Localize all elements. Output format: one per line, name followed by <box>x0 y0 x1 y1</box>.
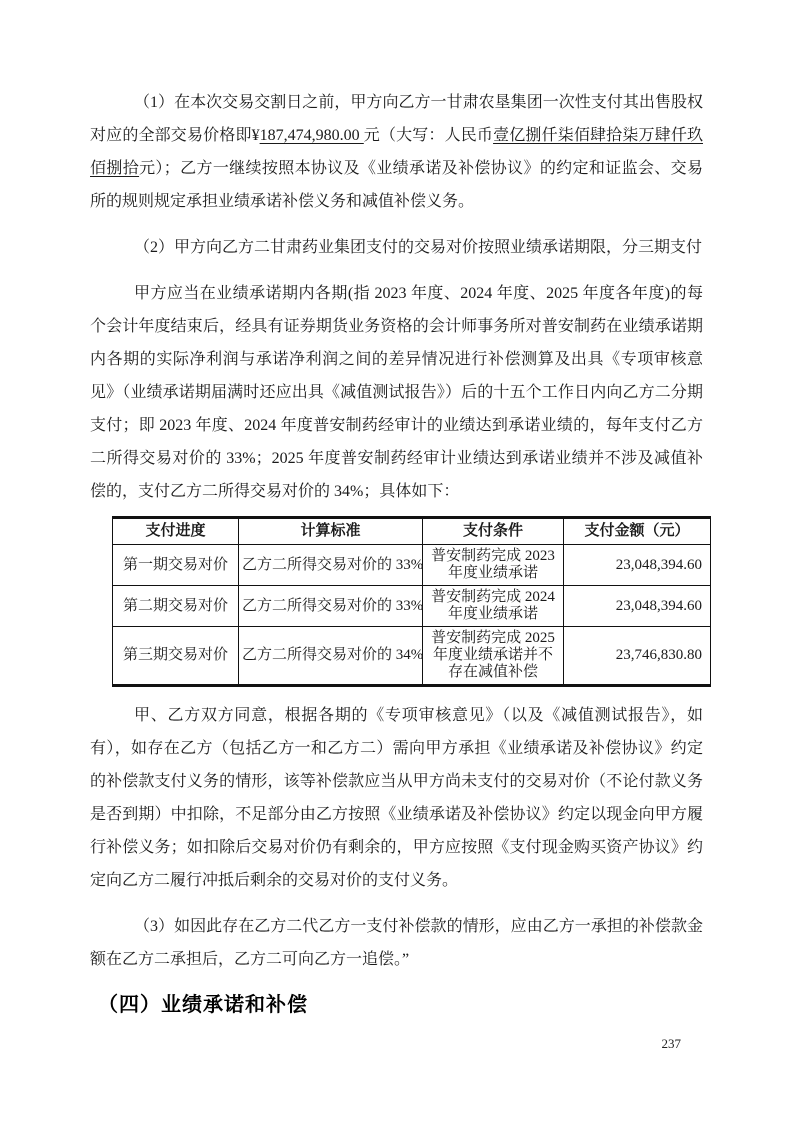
paragraph-5: （3）如因此存在乙方二代乙方一支付补偿款的情形，应由乙方一承担的补偿款金额在乙方二承担后，乙方二可向乙方一追偿。” <box>90 918 703 968</box>
cell-condition: 普安制药完成 2023 年度业绩承诺 <box>423 545 564 586</box>
paragraph-1-text-mid: 元（大写：人民币 <box>363 127 494 144</box>
paragraph-1-text-post: 元）；乙方一继续按照本协议及《业绩承诺及补偿协议》的约定和证监会、交易所的规则规定承担业绩承诺补偿义务和减值补偿义务。 <box>90 160 703 210</box>
section-heading: （四）业绩承诺和补偿 <box>98 994 308 1016</box>
paragraph-2: （2）甲方向乙方二甘肃药业集团支付的交易对价按照业绩承诺期限，分三期支付 <box>134 239 703 256</box>
paragraph-1-text-pre: （1）在本次交易交割日之前，甲方向乙方一甘肃农垦集团一次性支付其出售股权对应的全部交易价格即¥ <box>90 94 703 144</box>
table-header-payment-amount: 支付金额（元） <box>564 518 711 545</box>
payment-schedule-table <box>112 516 711 687</box>
cell-stage: 第三期交易对价 <box>113 627 239 686</box>
table-header-row <box>113 518 711 545</box>
transaction-amount-underlined: 187,474,980.00 <box>259 127 364 144</box>
table-row <box>113 586 711 627</box>
cell-amount: 23,048,394.60 <box>564 545 711 586</box>
page-number: 237 <box>661 1036 681 1051</box>
table-header-payment-stage: 支付进度 <box>113 518 239 545</box>
paragraph-3: 甲方应当在业绩承诺期内各期(指 2023 年度、2024 年度、2025 年度各年度)的每个会计年度结束后，经具有证券期货业务资格的会计师事务所对普安制药在业绩承诺期内各期的实际净利润与承诺净利润之间的差异情况进行补偿测算及出具《专项审核意见》（业绩承诺期届满时还应出具《减值测试报告》）后的十五个工作日内向乙方二分期支付；即 2023 年度、2024 年度普安制药经审计的业绩达到承诺业绩的，每年支付乙方二所得交易对价的 33%；2025 年度普安制药经审计业绩达到承诺业绩并不涉及减值补偿的，支付乙方二所得交易对价的 34%；具体如下： <box>90 285 703 500</box>
cell-calc: 乙方二所得交易对价的 33% <box>239 586 423 627</box>
paragraph-4: 甲、乙方双方同意，根据各期的《专项审核意见》（以及《减值测试报告》，如有），如存在乙方（包括乙方一和乙方二）需向甲方承担《业绩承诺及补偿协议》约定的补偿款支付义务的情形，该等补偿款应当从甲方尚未支付的交易对价（不论付款义务是否到期）中扣除，不足部分由乙方按照《业绩承诺及补偿协议》约定以现金向甲方履行补偿义务；如扣除后交易对价仍有剩余的，甲方应按照《支付现金购买资产协议》约定向乙方二履行冲抵后剩余的交易对价的支付义务。 <box>90 707 703 889</box>
cell-calc: 乙方二所得交易对价的 34% <box>239 627 423 686</box>
table-header-calc-standard: 计算标准 <box>239 518 423 545</box>
cell-stage: 第一期交易对价 <box>113 545 239 586</box>
paragraph-1 <box>90 86 703 218</box>
cell-stage: 第二期交易对价 <box>113 586 239 627</box>
cell-condition: 普安制药完成 2025 年度业绩承诺并不存在减值补偿 <box>423 627 564 686</box>
transaction-amount-chinese-underlined: 壹亿捌仟柒佰肆拾柒万肆仟玖佰捌拾 <box>90 127 703 177</box>
table-row <box>113 545 711 586</box>
table-header-payment-condition: 支付条件 <box>423 518 564 545</box>
cell-condition: 普安制药完成 2024 年度业绩承诺 <box>423 586 564 627</box>
cell-calc: 乙方二所得交易对价的 33% <box>239 545 423 586</box>
table-row <box>113 627 711 686</box>
cell-amount: 23,048,394.60 <box>564 586 711 627</box>
cell-amount: 23,746,830.80 <box>564 627 711 686</box>
